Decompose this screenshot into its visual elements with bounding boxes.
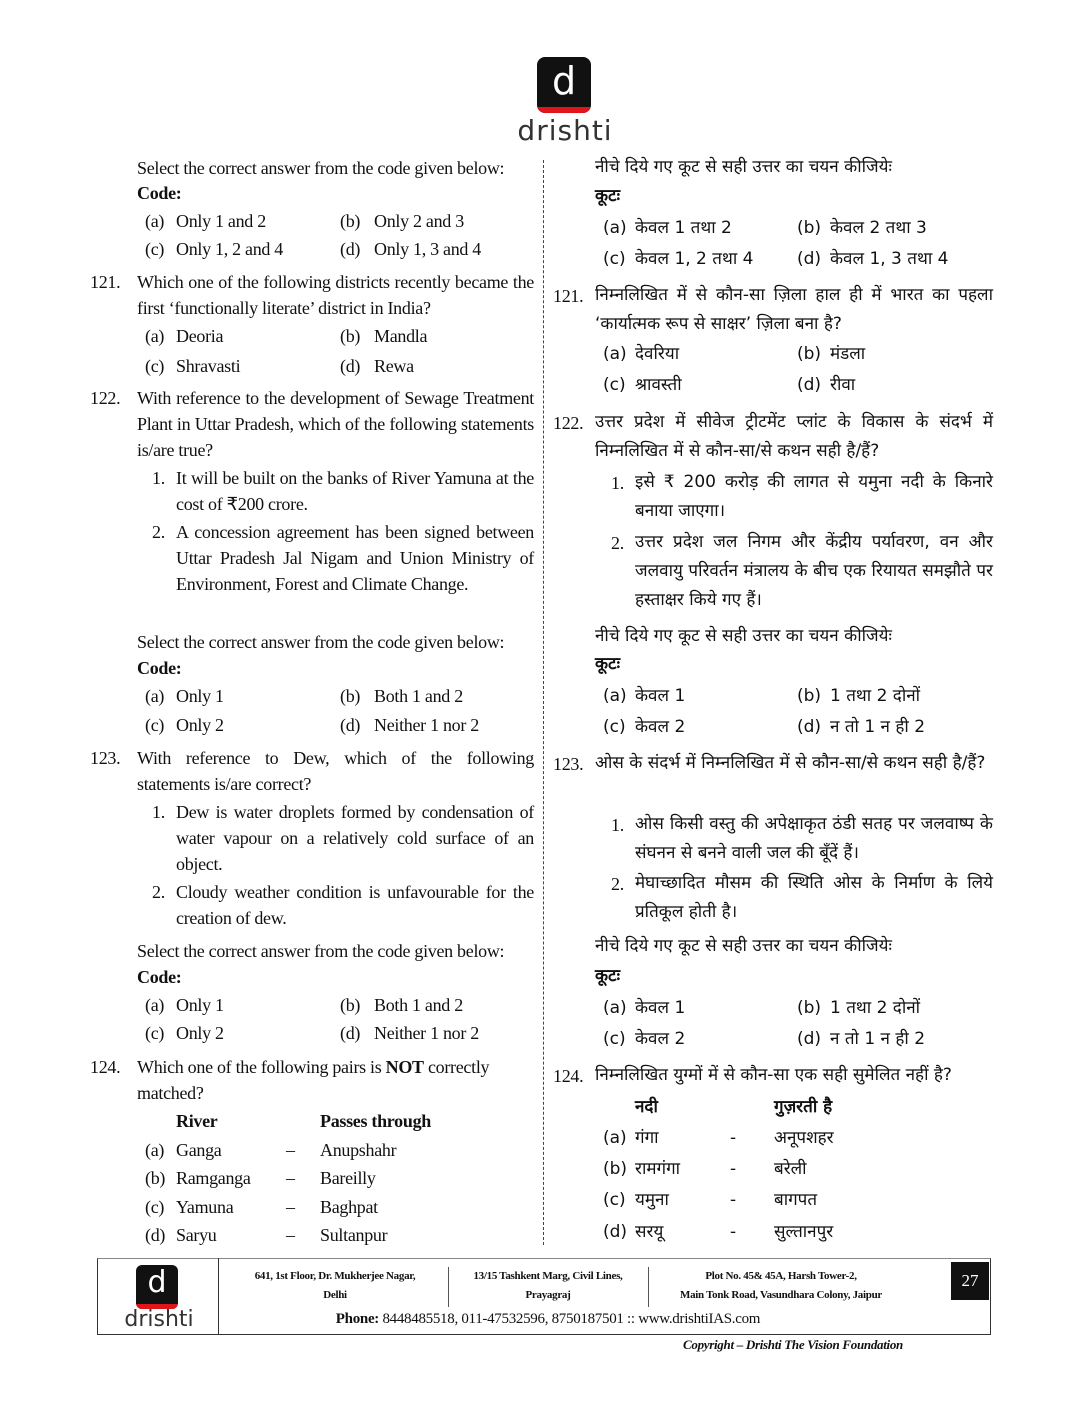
address-delhi: 641, 1st Floor, Dr. Mukherjee Nagar, Delhi xyxy=(254,1270,416,1301)
option-label: (d) xyxy=(797,249,822,269)
option-text: रीवा xyxy=(830,375,856,395)
question-text-part: Which one of the following pairs is xyxy=(137,1057,386,1077)
select-instruction: Select the correct answer from the code given below: xyxy=(137,941,505,961)
select-instruction: Select the correct answer from the code given below: xyxy=(137,158,505,178)
option-text: Only 1, 2 and 4 xyxy=(176,239,283,259)
question-number: 124. xyxy=(553,1066,584,1086)
option-label: (a) xyxy=(145,1140,165,1160)
question-number: 123. xyxy=(90,748,121,768)
statement-text: इसे ₹ 200 करोड़ की लागत से यमुना नदी के किनारे बनाया जाएगा। xyxy=(635,472,993,521)
option-label: (c) xyxy=(145,356,165,376)
option-label: (d) xyxy=(145,1225,166,1245)
column-divider xyxy=(543,160,544,1245)
page-number: 27 xyxy=(951,1262,989,1300)
question-number: 123. xyxy=(553,754,584,774)
contact-line: Phone: 8448485518, 011-47532596, 8750187501 :: www.drishtiIAS.com xyxy=(335,1311,761,1327)
option-text: मंडला xyxy=(830,344,866,364)
question-text: ओस के संदर्भ में निम्नलिखित में से कौन-सा/से कथन सही है/हैं? xyxy=(595,753,986,773)
option-label: (a) xyxy=(145,326,165,346)
option-text: Only 2 xyxy=(176,1023,224,1043)
option-text: केवल 1, 3 तथा 4 xyxy=(830,249,949,269)
option-text: श्रावस्ती xyxy=(635,375,682,395)
option-text: Shravasti xyxy=(176,356,241,376)
place: अनूपशहर xyxy=(774,1128,834,1148)
option-label: (d) xyxy=(340,356,361,376)
river: Ramganga xyxy=(176,1168,251,1188)
statement-text: Cloudy weather condition is unfavourable for the creation of dew. xyxy=(176,882,534,928)
option-label: (b) xyxy=(340,686,361,706)
option-label: (d) xyxy=(797,375,822,395)
option-text: केवल 2 xyxy=(635,717,686,737)
copyright: Copyright – Drishti The Vision Foundation xyxy=(683,1337,903,1352)
column-header-river: नदी xyxy=(635,1097,658,1117)
option-text: Both 1 and 2 xyxy=(374,995,463,1015)
statement-text: A concession agreement has been signed between Uttar Pradesh Jal Nigam and Union Ministry of Environment, Forest and Climate Change. xyxy=(176,522,534,594)
select-instruction: नीचे दिये गए कूट से सही उत्तर का चयन कीजियेः xyxy=(595,157,892,177)
code-label: Code: xyxy=(137,658,182,678)
dash: – xyxy=(286,1197,295,1217)
question-number: 124. xyxy=(90,1057,121,1077)
option-label: (b) xyxy=(797,998,822,1018)
code-label: कूटः xyxy=(595,654,621,674)
option-label: (d) xyxy=(340,715,361,735)
option-label: (a) xyxy=(145,995,165,1015)
option-text: केवल 1 xyxy=(635,686,686,706)
option-label: (b) xyxy=(145,1168,166,1188)
select-instruction: Select the correct answer from the code given below: xyxy=(137,632,505,652)
statement-number: 2. xyxy=(611,533,624,553)
dash: – xyxy=(286,1225,295,1245)
option-text: Only 1 xyxy=(176,686,224,706)
option-label: (d) xyxy=(340,1023,361,1043)
river: Yamuna xyxy=(176,1197,234,1217)
option-text: Only 2 xyxy=(176,715,224,735)
dash: – xyxy=(286,1168,295,1188)
question-text: उत्तर प्रदेश में सीवेज ट्रीटमेंट प्लांट के विकास के संदर्भ में निम्नलिखित में से कौन-सा/से कथन सही है/हैं? xyxy=(595,412,993,461)
code-label: Code: xyxy=(137,967,182,987)
option-label: (a) xyxy=(603,1128,627,1148)
option-label: (c) xyxy=(603,1029,626,1049)
option-label: (d) xyxy=(797,717,822,737)
place: बरेली xyxy=(774,1159,807,1179)
river: यमुना xyxy=(635,1190,669,1210)
statement-text: Dew is water droplets formed by condensation of water vapour on a relatively cold surface of an object. xyxy=(176,802,534,874)
river: Saryu xyxy=(176,1225,217,1245)
option-label: (c) xyxy=(603,249,626,269)
option-text: केवल 2 xyxy=(635,1029,686,1049)
option-label: (b) xyxy=(340,211,361,231)
place: Anupshahr xyxy=(320,1140,397,1160)
statement-text: It will be built on the banks of River Yamuna at the cost of ₹200 crore. xyxy=(176,468,534,514)
option-label: (c) xyxy=(603,1190,626,1210)
footer xyxy=(97,1258,991,1335)
option-text: 1 तथा 2 दोनों xyxy=(830,686,921,706)
option-label: (c) xyxy=(145,239,165,259)
option-label: (c) xyxy=(603,717,626,737)
option-text: Both 1 and 2 xyxy=(374,686,463,706)
dash: - xyxy=(730,1222,737,1242)
option-text: Rewa xyxy=(374,356,414,376)
place: Bareilly xyxy=(320,1168,376,1188)
option-text: 1 तथा 2 दोनों xyxy=(830,998,921,1018)
question-text-part: correctly matched? xyxy=(137,1057,490,1103)
question-number: 122. xyxy=(553,413,584,433)
question-text: निम्नलिखित में से कौन-सा ज़िला हाल ही में भारत का पहला ‘कार्यात्मक रूप से साक्षर’ ज़िला बना है? xyxy=(595,285,993,334)
option-text: केवल 1 xyxy=(635,998,686,1018)
river: सरयू xyxy=(635,1222,664,1242)
statement-text: ओस किसी वस्तु की अपेक्षाकृत ठंडी सतह पर जलवाष्प के संघनन से बनने वाली जल की बूँदें हैं। xyxy=(635,814,993,863)
option-label: (b) xyxy=(340,995,361,1015)
option-label: (d) xyxy=(797,1029,822,1049)
river: रामगंगा xyxy=(635,1159,681,1179)
statement-text: मेघाच्छादित मौसम की स्थिति ओस के निर्माण के लिये प्रतिकूल होती है। xyxy=(635,873,993,922)
select-instruction: नीचे दिये गए कूट से सही उत्तर का चयन कीजियेः xyxy=(595,936,892,956)
option-label: (a) xyxy=(603,686,627,706)
code-label: कूटः xyxy=(595,966,621,986)
option-text: Only 2 and 3 xyxy=(374,211,464,231)
question-text xyxy=(137,1054,537,1106)
option-label: (a) xyxy=(145,211,165,231)
option-text: Only 1 xyxy=(176,995,224,1015)
option-text: Mandla xyxy=(374,326,428,346)
question-text: Which one of the following districts recently became the first ‘functionally literate’ district in India? xyxy=(137,272,534,318)
option-label: (c) xyxy=(145,715,165,735)
column-header-river: River xyxy=(176,1111,218,1131)
option-text: Deoria xyxy=(176,326,224,346)
option-label: (a) xyxy=(145,686,165,706)
option-label: (b) xyxy=(340,326,361,346)
place: बागपत xyxy=(774,1190,818,1210)
option-text: न तो 1 न ही 2 xyxy=(830,717,926,737)
footer-brand: drishti xyxy=(124,1307,194,1332)
question-text: With reference to the development of Sewage Treatment Plant in Uttar Pradesh, which of the following statements is/are true? xyxy=(137,388,534,460)
option-text: केवल 1, 2 तथा 4 xyxy=(635,249,754,269)
option-text: Only 1, 3 and 4 xyxy=(374,239,481,259)
code-label: Code: xyxy=(137,183,182,203)
question-number: 121. xyxy=(553,286,584,306)
option-text: देवरिया xyxy=(635,344,680,364)
option-text: Neither 1 nor 2 xyxy=(374,1023,479,1043)
brand-name: drishti xyxy=(517,114,613,147)
footer-logo: d xyxy=(136,1265,178,1309)
statement-text: उत्तर प्रदेश जल निगम और केंद्रीय पर्यावरण, वन और जलवायु परिवर्तन मंत्रालय के बीच एक रियायत समझौते पर हस्ताक्षर किये गए हैं। xyxy=(635,532,993,610)
option-text: न तो 1 न ही 2 xyxy=(830,1029,926,1049)
statement-number: 2. xyxy=(152,882,165,902)
statement-number: 1. xyxy=(152,802,165,822)
option-label: (b) xyxy=(797,344,822,364)
option-label: (b) xyxy=(797,686,822,706)
address-jaipur: Plot No. 45& 45A, Harsh Tower-2, Main Tonk Road, Vasundhara Colony, Jaipur xyxy=(680,1270,882,1301)
drishti-logo: d xyxy=(537,57,591,113)
column-header-passes: Passes through xyxy=(320,1111,431,1131)
river: Ganga xyxy=(176,1140,222,1160)
select-instruction: नीचे दिये गए कूट से सही उत्तर का चयन कीजियेः xyxy=(595,626,892,646)
statement-number: 2. xyxy=(152,522,165,542)
option-label: (c) xyxy=(145,1023,165,1043)
option-text: Neither 1 nor 2 xyxy=(374,715,479,735)
statement-number: 1. xyxy=(611,815,624,835)
question-text: With reference to Dew, which of the following statements is/are correct? xyxy=(137,748,534,794)
column-header-passes: गुज़रती है xyxy=(774,1097,833,1117)
option-label: (b) xyxy=(797,218,822,238)
dash: - xyxy=(730,1190,737,1210)
question-number: 121. xyxy=(90,272,121,292)
code-label: कूटः xyxy=(595,186,621,206)
option-label: (d) xyxy=(603,1222,628,1242)
option-label: (c) xyxy=(603,375,626,395)
question-number: 122. xyxy=(90,388,121,408)
option-label: (a) xyxy=(603,218,627,238)
address-prayagraj: 13/15 Tashkent Marg, Civil Lines, Prayagraj xyxy=(473,1270,623,1301)
option-label: (c) xyxy=(145,1197,165,1217)
dash: - xyxy=(730,1159,737,1179)
place: सुल्तानपुर xyxy=(774,1222,834,1242)
place: Baghpat xyxy=(320,1197,378,1217)
statement-number: 1. xyxy=(152,468,165,488)
statement-number: 2. xyxy=(611,874,624,894)
river: गंगा xyxy=(635,1128,659,1148)
option-text: केवल 2 तथा 3 xyxy=(830,218,927,238)
option-label: (d) xyxy=(340,239,361,259)
option-label: (b) xyxy=(603,1159,628,1179)
emphasis-not: NOT xyxy=(385,1057,424,1077)
statement-number: 1. xyxy=(611,473,624,493)
dash: - xyxy=(730,1128,737,1148)
question-text: निम्नलिखित युग्मों में से कौन-सा एक सही सुमेलित नहीं है? xyxy=(595,1065,952,1085)
option-text: केवल 1 तथा 2 xyxy=(635,218,732,238)
option-label: (a) xyxy=(603,998,627,1018)
option-text: Only 1 and 2 xyxy=(176,211,266,231)
dash: – xyxy=(286,1140,295,1160)
option-label: (a) xyxy=(603,344,627,364)
place: Sultanpur xyxy=(320,1225,388,1245)
